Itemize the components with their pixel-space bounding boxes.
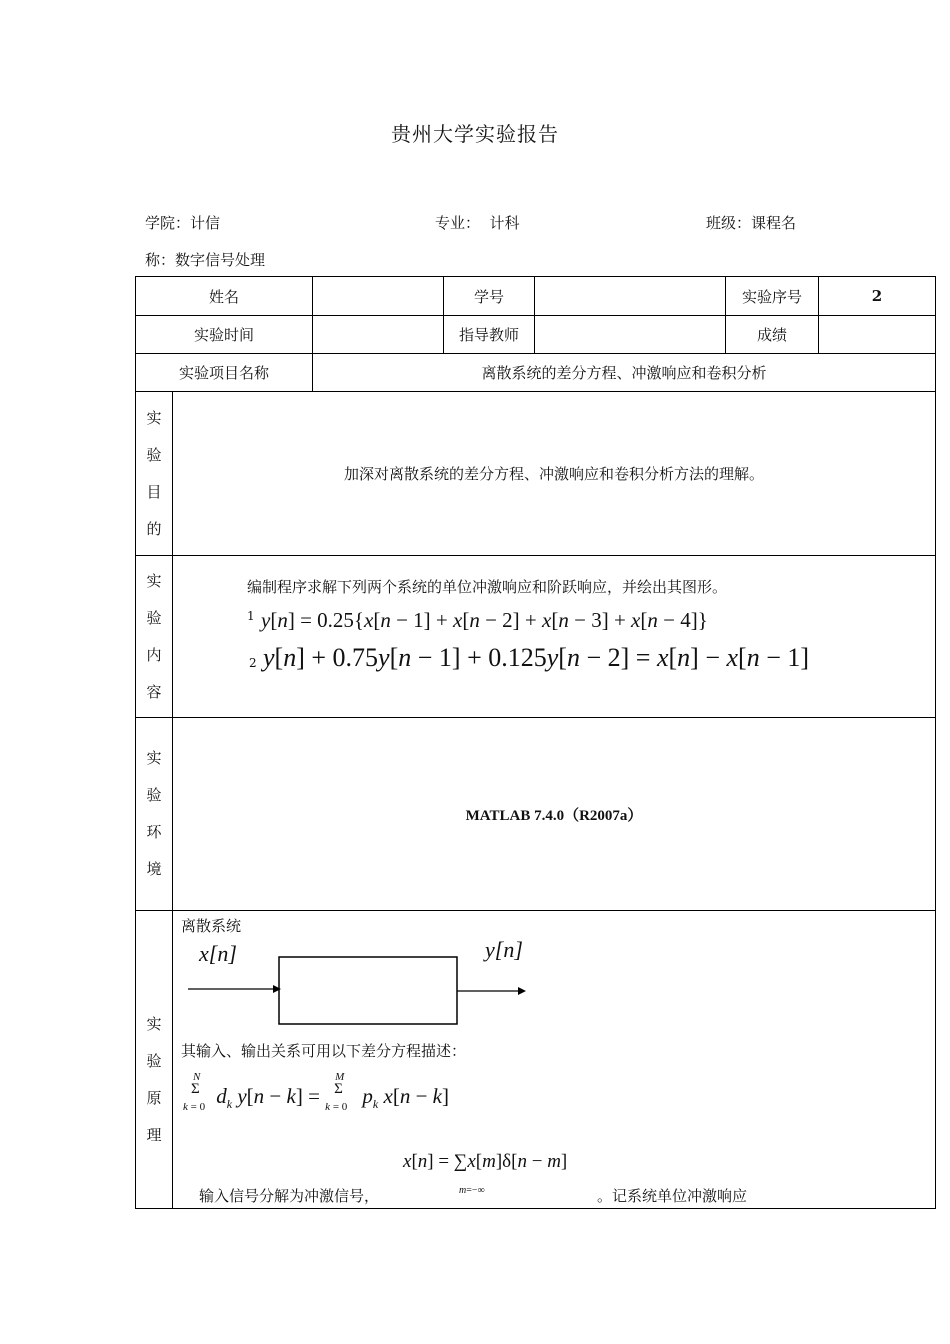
principle-label — [136, 911, 173, 1209]
principle-label-char: 原 — [146, 1088, 162, 1107]
content-label-char: 容 — [146, 682, 162, 701]
grade-label: 成绩 — [726, 316, 819, 354]
eq1-number: 1 — [247, 609, 255, 623]
purpose-label-char: 验 — [146, 445, 162, 464]
principle-label-char: 实 — [146, 1014, 162, 1033]
student-id-label: 学号 — [444, 277, 535, 316]
principle-label-char: 理 — [146, 1125, 162, 1144]
env-label-char: 实 — [146, 749, 162, 767]
grade-value — [819, 316, 936, 354]
purpose-label-char: 的 — [146, 519, 162, 538]
content-label — [136, 556, 173, 718]
report-title: 贵州大学实验报告 — [391, 122, 559, 146]
seq-value: 2 — [819, 277, 936, 316]
system-box — [279, 957, 457, 1024]
system-block-diagram — [173, 949, 553, 1029]
env-label-char: 境 — [146, 860, 162, 878]
relation-text: 其输入、输出关系可用以下差分方程描述： — [181, 1042, 467, 1060]
content-label-char: 验 — [146, 608, 162, 627]
input-signal-label: x[n] — [199, 941, 237, 966]
impulse-response-text: 。记系统单位冲激响应 — [597, 1187, 748, 1205]
content-cell — [173, 556, 936, 718]
principle-system-label: 离散系统 — [181, 917, 242, 935]
time-label: 实验时间 — [136, 316, 313, 354]
eq2-number: 2 — [249, 656, 257, 670]
student-id-value — [535, 277, 726, 316]
equation-1: y[n] = 0.25{x[n − 1] + x[n − 2] + x[n − 3] + x[n − 4]} — [261, 608, 708, 632]
major-label: 专业： 计科 — [435, 214, 520, 232]
sum-lower-limit: m=−∞ — [459, 1185, 485, 1196]
purpose-label-char: 目 — [146, 482, 162, 501]
teacher-label: 指导教师 — [444, 316, 535, 354]
impulse-decomposition-equation: x[n] = ∑x[m]δ[n − m] — [403, 1151, 568, 1172]
purpose-label — [136, 392, 173, 556]
difference-equation: N Σ k = 0 $d_k$ y[n − k] = M Σ k = 0 $p_k$ x[n − k] — [183, 1071, 449, 1113]
output-arrow-head — [518, 987, 526, 995]
equation-2: y[n] + 0.75y[n − 1] + 0.125y[n − 2] = x[n] − x[n − 1] — [263, 643, 810, 672]
env-label-char: 环 — [146, 823, 162, 841]
class-course-label: 班级：课程名 — [706, 214, 797, 232]
seq-label: 实验序号 — [726, 277, 819, 316]
teacher-value — [535, 316, 726, 354]
purpose-text: 加深对离散系统的差分方程、冲激响应和卷积分析方法的理解。 — [173, 392, 936, 556]
content-label-char: 内 — [146, 645, 162, 664]
college-label: 学院：计信 — [145, 214, 221, 232]
env-label-char: 验 — [146, 786, 162, 804]
project-label: 实验项目名称 — [136, 354, 313, 392]
report-table — [135, 276, 936, 1209]
time-value — [313, 316, 444, 354]
input-arrow-head — [273, 985, 281, 993]
content-intro: 编制程序求解下列两个系统的单位冲激响应和阶跃响应，并绘出其图形。 — [247, 578, 728, 596]
project-value: 离散系统的差分方程、冲激响应和卷积分析 — [313, 354, 936, 392]
output-signal-label: y[n] — [485, 937, 523, 962]
decomposition-text: 输入信号分解为冲激信号， — [199, 1187, 380, 1205]
name-label: 姓名 — [136, 277, 313, 316]
env-label — [136, 718, 173, 911]
purpose-label-char: 实 — [146, 408, 162, 427]
env-text: MATLAB 7.4.0（R2007a） — [173, 718, 936, 911]
content-label-char: 实 — [146, 571, 162, 590]
course-name-label: 称：数字信号处理 — [145, 251, 266, 269]
principle-cell — [173, 911, 936, 1209]
principle-label-char: 验 — [146, 1051, 162, 1070]
name-value — [313, 277, 444, 316]
